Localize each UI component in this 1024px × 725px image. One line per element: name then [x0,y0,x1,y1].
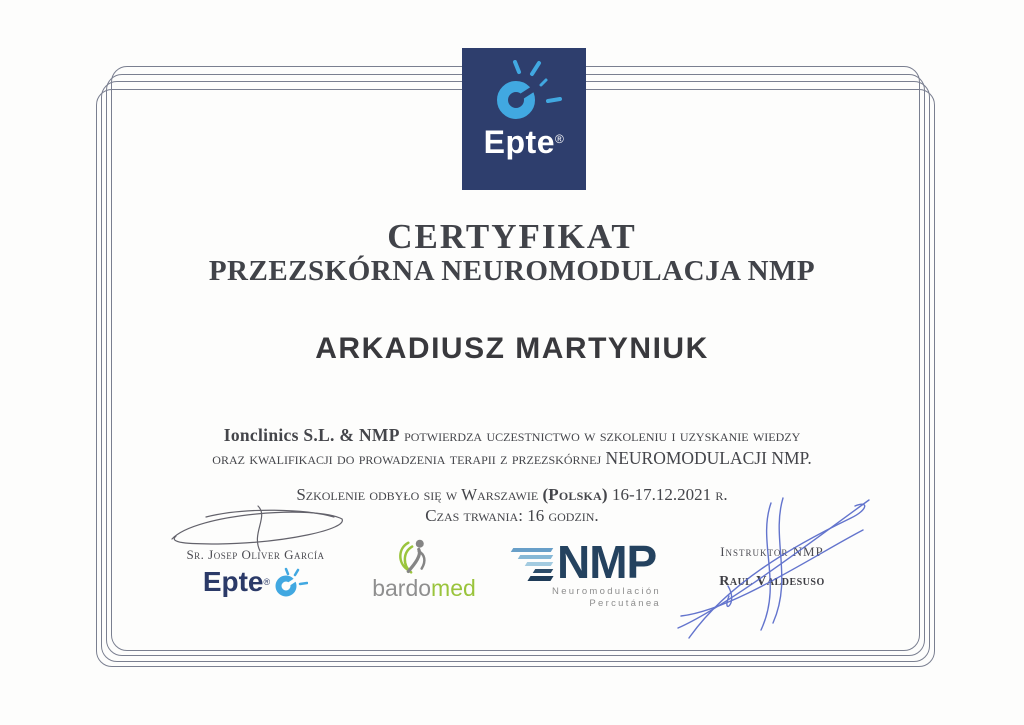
certificate-title: CERTYFIKAT [387,217,637,256]
statement-line2: oraz kwalifikacji do prowadzenia terapii z przezskórnej NEUROMODULACJI NMP. [212,447,812,468]
recipient-name: ARKADIUSZ MARTYNIUK [315,332,709,365]
nmp-subtitle: Neuromodulación Percutánea [552,586,661,609]
training-country: (Polska) [542,485,608,504]
training-location: Szkolenie odbyło się w Warszawie [296,485,543,504]
instructor-name: Raul Valdesuso [719,574,825,589]
instructor-signature-block [687,544,857,590]
epte-brand-text: Epte® [483,124,565,160]
nmp-wordmark: NMP [557,536,657,588]
training-date: 16-17.12.2021 r. [607,485,728,504]
bardomed-logo [368,537,480,600]
registered-mark: ® [555,132,565,146]
instructor-role: Instruktor NMP [720,544,824,559]
epte-donut-icon [272,567,308,599]
issuer-name: Ionclinics S.L. & NMP [223,425,400,445]
statement-line1: potwierdza uczestnictwo w szkoleniu i uzyskanie wiedzy [399,425,801,445]
nmp-stripes-icon [512,548,552,581]
registered-mark: ® [263,577,271,587]
certificate-subtitle: PRZEZSKÓRNA NEUROMODULACJA NMP [208,255,816,287]
signer-left-name: Sr. Josep Oliver García [186,547,325,562]
epte-header-logo-box [462,48,586,190]
training-duration: Czas trwania: 16 godzin. [425,505,599,525]
epte-footer-logo: Epte ® [148,565,363,599]
epte-donut-icon [486,60,562,122]
certificate-statement [147,424,877,470]
bardomed-wordmark: bardomed [372,575,476,601]
handwritten-signature-right [673,478,873,643]
nmp-logo [512,536,664,609]
